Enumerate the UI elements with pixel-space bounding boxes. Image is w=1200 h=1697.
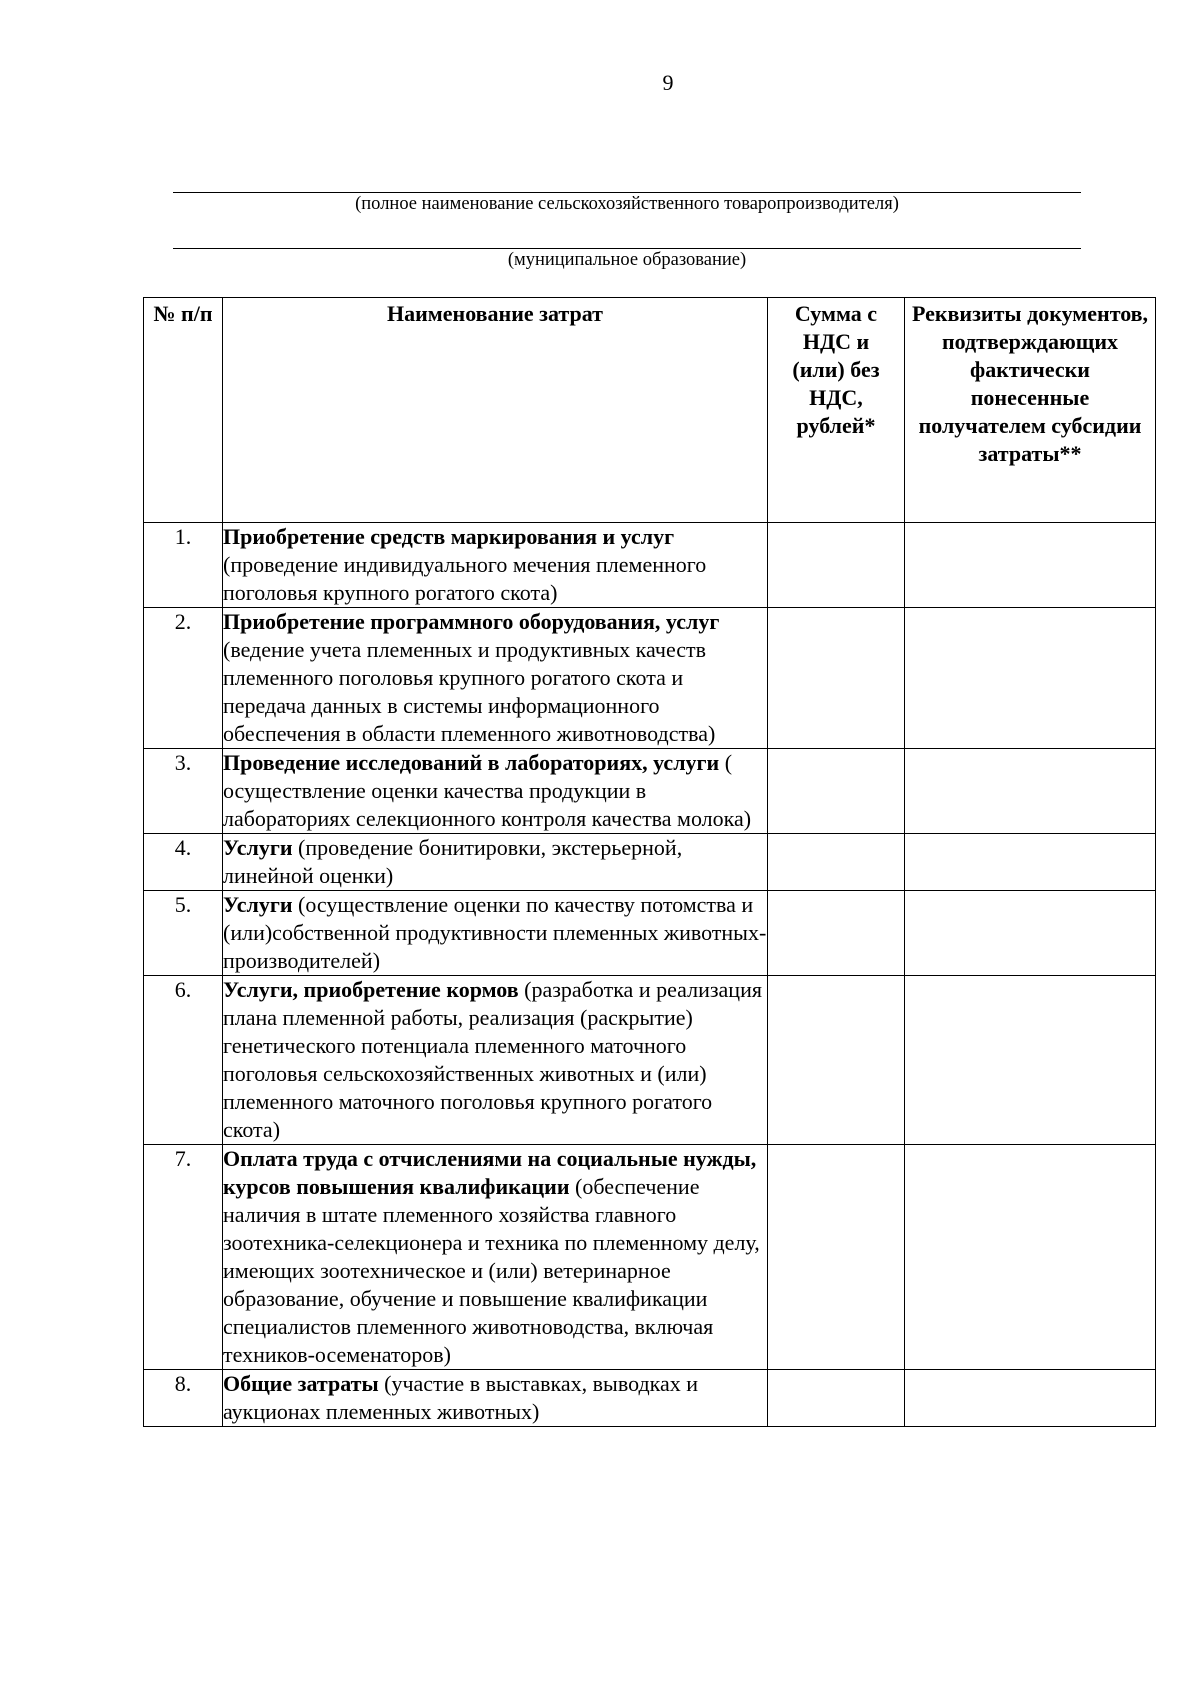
table-row xyxy=(144,834,1156,891)
cost-description xyxy=(223,1370,768,1427)
cost-details: (ведение учета племенных и продуктивных качеств племенного поголовья крупного рогатого скота и передача данных в системы информационного обеспечения в области племенного животноводства) xyxy=(223,637,716,746)
cost-details: (осуществление оценки по качеству потомства и (или)собственной продуктивности племенных животных-производителей) xyxy=(223,892,767,973)
table-row xyxy=(144,1370,1156,1427)
costs-table xyxy=(143,297,1156,1427)
row-number: 3. xyxy=(144,749,223,834)
cost-title: Услуги xyxy=(223,892,293,917)
documents-cell[interactable] xyxy=(905,608,1156,749)
page-number: 9 xyxy=(662,70,674,95)
table-row xyxy=(144,891,1156,976)
documents-cell[interactable] xyxy=(905,891,1156,976)
documents-cell[interactable] xyxy=(905,1370,1156,1427)
cost-title: Общие затраты xyxy=(223,1371,379,1396)
cost-details: (проведение индивидуального мечения племенного поголовья крупного рогатого скота) xyxy=(223,552,707,605)
municipality-line xyxy=(173,248,1081,249)
table-row xyxy=(144,749,1156,834)
header-sum: Сумма с НДС и (или) без НДС, рублей* xyxy=(768,298,905,523)
row-number: 4. xyxy=(144,834,223,891)
cost-details: ( осуществление оценки качества продукции в лабораториях селекционного контроля качества молока) xyxy=(223,750,752,831)
cost-title: Услуги xyxy=(223,835,293,860)
cost-description xyxy=(223,1145,768,1370)
cost-description xyxy=(223,834,768,891)
documents-cell[interactable] xyxy=(905,834,1156,891)
cost-title: Услуги, приобретение кормов xyxy=(223,977,519,1002)
row-number: 6. xyxy=(144,976,223,1145)
documents-cell[interactable] xyxy=(905,976,1156,1145)
table-row xyxy=(144,1145,1156,1370)
row-number: 5. xyxy=(144,891,223,976)
municipality-caption: (муниципальное образование) xyxy=(507,250,747,270)
cost-title: Проведение исследований в лабораториях, услуги xyxy=(223,750,720,775)
row-number: 2. xyxy=(144,608,223,749)
cost-details: (разработка и реализация плана племенной работы, реализация (раскрытие) генетического потенциала племенного маточного поголовья сельскохозяйственных животных и (или) племенного маточного поголовья крупного рогатого скота) xyxy=(223,977,762,1142)
documents-cell[interactable] xyxy=(905,749,1156,834)
producer-name-line xyxy=(173,192,1081,193)
row-number: 8. xyxy=(144,1370,223,1427)
sum-cell[interactable] xyxy=(768,891,905,976)
cost-description xyxy=(223,976,768,1145)
cost-description xyxy=(223,608,768,749)
header-documents: Реквизиты документов, подтверждающих фактически понесенные получателем субсидии затраты** xyxy=(905,298,1156,523)
sum-cell[interactable] xyxy=(768,834,905,891)
sum-cell[interactable] xyxy=(768,1370,905,1427)
table-row xyxy=(144,523,1156,608)
cost-description xyxy=(223,749,768,834)
sum-cell[interactable] xyxy=(768,976,905,1145)
header-number: № п/п xyxy=(144,298,223,523)
header-cost-name: Наименование затрат xyxy=(223,298,768,523)
table-row xyxy=(144,976,1156,1145)
sum-cell[interactable] xyxy=(768,1145,905,1370)
cost-title: Приобретение средств маркирования и услуг xyxy=(223,524,675,549)
documents-cell[interactable] xyxy=(905,523,1156,608)
cost-description xyxy=(223,891,768,976)
cost-title: Приобретение программного оборудования, услуг xyxy=(223,609,720,634)
sum-cell[interactable] xyxy=(768,608,905,749)
documents-cell[interactable] xyxy=(905,1145,1156,1370)
sum-cell[interactable] xyxy=(768,523,905,608)
producer-name-caption: (полное наименование сельскохозяйственного товаропроизводителя) xyxy=(355,194,899,214)
cost-details: (проведение бонитировки, экстерьерной, линейной оценки) xyxy=(223,835,683,888)
row-number: 7. xyxy=(144,1145,223,1370)
cost-description xyxy=(223,523,768,608)
cost-title: Оплата труда с отчислениями на социальные нужды, курсов повышения квалификации xyxy=(223,1146,757,1199)
sum-cell[interactable] xyxy=(768,749,905,834)
table-row xyxy=(144,608,1156,749)
table-header-row xyxy=(144,298,1156,523)
cost-details: (обеспечение наличия в штате племенного хозяйства главного зоотехника-селекционера и техника по племенному делу, имеющих зоотехническое и (или) ветеринарное образование, обучение и повышение квалификации специалистов племенного животноводства, включая техников-осеменаторов) xyxy=(223,1174,760,1367)
cost-details: (участие в выставках, выводках и аукционах племенных животных) xyxy=(223,1371,699,1424)
row-number: 1. xyxy=(144,523,223,608)
